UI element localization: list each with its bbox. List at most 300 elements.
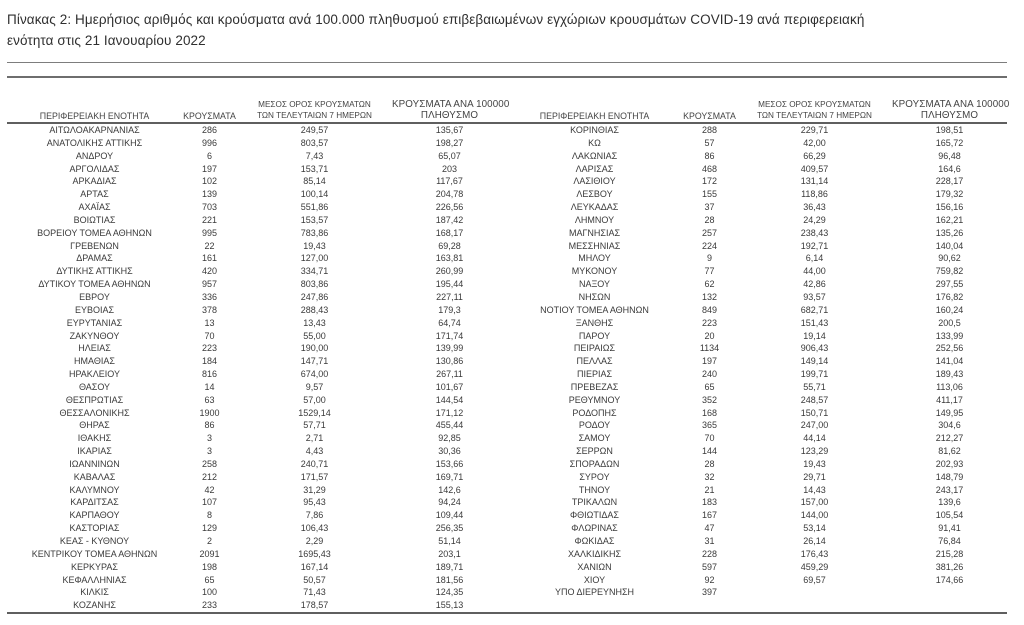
table-row <box>507 522 1007 535</box>
table-row <box>7 394 507 407</box>
table-row <box>507 175 1007 188</box>
cases-cell: 223 <box>201 343 218 354</box>
cases-cell: 240 <box>701 369 718 380</box>
avg7-cell: 57,00 <box>303 394 326 405</box>
per100k-cell: 179,32 <box>935 189 964 200</box>
table-row <box>507 265 1007 278</box>
region-cell: ΝΑΞΟΥ <box>578 279 611 290</box>
cases-cell: 129 <box>201 523 218 534</box>
region-cell: ΑΝΑΤΟΛΙΚΗΣ ΑΤΤΙΚΗΣ <box>46 137 143 148</box>
avg7-cell: 199,71 <box>800 369 829 380</box>
region-cell: ΝΗΣΩΝ <box>578 291 611 302</box>
avg7-cell: 192,71 <box>800 240 829 251</box>
region-cell: ΚΕΡΚΥΡΑΣ <box>71 561 118 572</box>
region-cell: ΛΑΣΙΘΙΟΥ <box>573 176 616 187</box>
avg7-cell: 118,86 <box>801 189 828 200</box>
header-avg7-line1: ΜΕΣΟΣ ΟΡΟΣ ΚΡΟΥΣΜΑΤΩΝ <box>258 100 371 109</box>
table-row <box>507 137 1007 150</box>
region-cell: ΠΡΕΒΕΖΑΣ <box>570 381 619 392</box>
region-cell: ΗΛΕΙΑΣ <box>78 343 111 354</box>
table-row <box>7 304 507 317</box>
table-header-row <box>7 78 510 124</box>
per100k-cell: 226,56 <box>435 202 464 213</box>
avg7-cell: 106,43 <box>300 523 329 534</box>
per100k-cell: 142,6 <box>438 484 461 495</box>
table-row <box>7 381 507 394</box>
table-row <box>7 432 507 445</box>
table-row <box>507 201 1007 214</box>
per100k-cell: 200,5 <box>938 317 961 328</box>
cases-cell: 233 <box>201 600 218 611</box>
region-cell: ΘΗΡΑΣ <box>79 420 110 431</box>
table-row <box>7 561 507 574</box>
region-cell: ΕΥΡΥΤΑΝΙΑΣ <box>66 317 123 328</box>
cases-cell: 167 <box>701 510 718 521</box>
table-row <box>507 188 1007 201</box>
per100k-cell: 215,28 <box>935 548 964 559</box>
cases-cell: 107 <box>201 497 218 508</box>
cases-cell: 288 <box>701 125 718 135</box>
table-row <box>507 586 1007 599</box>
avg7-cell: 53,14 <box>803 523 826 534</box>
region-cell: ΧΑΝΙΩΝ <box>577 561 612 572</box>
avg7-cell: 50,57 <box>303 574 326 585</box>
table-row <box>507 445 1007 458</box>
title-divider <box>7 62 1007 63</box>
region-cell: ΣΕΡΡΩΝ <box>576 446 613 457</box>
cases-cell: 257 <box>701 227 718 238</box>
region-cell: ΓΡΕΒΕΝΩΝ <box>70 240 119 251</box>
header-region: ΠΕΡΙΦΕΡΕΙΑΚΗ ΕΝΟΤΗΤΑ <box>39 110 150 121</box>
cases-cell: 172 <box>701 176 718 187</box>
region-cell: ΗΜΑΘΙΑΣ <box>74 356 115 367</box>
table-row <box>7 509 507 522</box>
per100k-cell: 164,6 <box>938 163 961 174</box>
avg7-cell: 85,14 <box>303 176 326 187</box>
avg7-cell: 171,57 <box>300 471 329 482</box>
table-row <box>7 265 507 278</box>
table-row <box>7 291 507 304</box>
region-cell: ΡΕΘΥΜΝΟΥ <box>568 394 621 405</box>
cases-cell: 1900 <box>199 407 220 418</box>
avg7-cell: 144,00 <box>800 510 829 521</box>
cases-cell: 22 <box>204 240 215 251</box>
per100k-cell: 227,11 <box>436 291 463 302</box>
per100k-cell: 139,6 <box>938 497 961 508</box>
table-title-line1: Πίνακας 2: Ημερήσιος αριθμός και κρούσματα ανά 100.000 πληθυσμού επιβεβαιωμένων εγχώριων κρουσμάτων COVID-19 ανά περιφερειακή <box>7 12 865 27</box>
region-cell: ΚΕΝΤΡΙΚΟΥ ΤΟΜΕΑ ΑΘΗΝΩΝ <box>31 548 158 559</box>
per100k-cell: 203 <box>441 163 458 174</box>
per100k-cell: 30,36 <box>438 446 461 457</box>
avg7-cell: 906,43 <box>800 343 829 354</box>
table-row <box>7 150 507 163</box>
avg7-cell: 55,71 <box>803 381 826 392</box>
cases-cell: 224 <box>701 240 718 251</box>
per100k-cell: 252,56 <box>935 343 964 354</box>
per100k-cell: 411,17 <box>936 394 963 405</box>
table-row <box>7 188 507 201</box>
header-per100k-line1: ΚΡΟΥΣΜΑΤΑ ΑΝΑ 100000 <box>892 99 1010 110</box>
per100k-cell: 133,99 <box>935 330 964 341</box>
table-row <box>7 599 507 612</box>
per100k-cell: 189,43 <box>935 369 964 380</box>
cases-cell: 365 <box>701 420 718 431</box>
per100k-cell: 140,04 <box>935 240 964 251</box>
cases-cell: 14 <box>204 381 215 392</box>
per100k-cell: 144,54 <box>435 394 464 405</box>
region-cell: ΚΕΦΑΛΛΗΝΙΑΣ <box>62 574 127 585</box>
avg7-cell: 157,00 <box>800 497 829 508</box>
per100k-cell: 256,35 <box>435 523 464 534</box>
table-row <box>7 240 507 253</box>
table-row <box>7 407 507 420</box>
per100k-cell: 179,3 <box>438 304 461 315</box>
per100k-cell: 228,17 <box>935 176 964 187</box>
region-cell: ΚΑΡΔΙΤΣΑΣ <box>70 497 119 508</box>
avg7-cell: 57,71 <box>303 420 326 431</box>
per100k-cell: 304,6 <box>938 420 961 431</box>
avg7-cell: 36,43 <box>803 202 826 213</box>
avg7-cell: 176,43 <box>800 548 829 559</box>
cases-cell: 132 <box>701 291 718 302</box>
region-cell: ΝΟΤΙΟΥ ΤΟΜΕΑ ΑΘΗΝΩΝ <box>540 304 649 315</box>
per100k-cell: 94,24 <box>438 497 461 508</box>
region-cell: ΑΡΓΟΛΙΔΑΣ <box>69 163 120 174</box>
region-cell: ΞΑΝΘΗΣ <box>575 317 614 328</box>
per100k-cell: 195,44 <box>435 279 464 290</box>
avg7-cell: 409,57 <box>800 163 829 174</box>
table-row <box>7 278 507 291</box>
avg7-cell: 147,71 <box>300 356 329 367</box>
table-row <box>7 471 507 484</box>
cases-cell: 28 <box>704 458 715 469</box>
region-cell: ΦΩΚΙΔΑΣ <box>574 536 615 546</box>
cases-cell: 47 <box>704 523 715 534</box>
avg7-cell: 14,43 <box>803 484 826 495</box>
table-row <box>507 214 1007 227</box>
region-cell: ΘΕΣΠΡΩΤΙΑΣ <box>65 394 124 405</box>
table-row <box>7 227 507 240</box>
cases-cell: 28 <box>704 214 715 225</box>
per100k-cell: 92,85 <box>438 433 461 444</box>
region-cell: ΗΡΑΚΛΕΙΟΥ <box>68 369 121 380</box>
per100k-cell: 162,21 <box>935 214 964 225</box>
region-cell: ΛΑΡΙΣΑΣ <box>575 163 614 174</box>
cases-cell: 13 <box>204 317 215 328</box>
cases-cell: 468 <box>701 163 718 174</box>
avg7-cell: 13,43 <box>303 317 326 328</box>
avg7-cell: 24,29 <box>803 214 826 225</box>
cases-cell: 212 <box>201 471 218 482</box>
table-row <box>507 330 1007 343</box>
avg7-cell: 178,57 <box>300 600 329 611</box>
cases-cell: 336 <box>201 291 218 302</box>
table-row <box>507 394 1007 407</box>
cases-cell: 139 <box>201 189 218 200</box>
region-cell: ΑΡΚΑΔΙΑΣ <box>72 176 117 187</box>
region-cell: ΚΟΖΑΝΗΣ <box>73 600 116 611</box>
table-row <box>507 227 1007 240</box>
avg7-cell: 2,29 <box>305 536 324 546</box>
region-cell: ΚΑΛΥΜΝΟΥ <box>69 484 120 495</box>
avg7-cell: 42,86 <box>803 279 826 290</box>
table-row <box>7 535 507 548</box>
avg7-cell: 55,00 <box>303 330 326 341</box>
table-row <box>7 522 507 535</box>
table-row <box>7 574 507 587</box>
per100k-cell: 105,54 <box>935 510 964 521</box>
table-row <box>507 381 1007 394</box>
region-cell: ΕΥΒΟΙΑΣ <box>74 304 115 315</box>
per100k-cell: 203,1 <box>438 548 461 559</box>
avg7-cell: 153,57 <box>300 214 329 225</box>
table-title <box>7 0 1007 51</box>
per100k-cell: 204,78 <box>435 189 464 200</box>
avg7-cell: 288,43 <box>300 304 329 315</box>
region-cell: ΙΘΑΚΗΣ <box>77 433 112 444</box>
region-cell: ΠΙΕΡΙΑΣ <box>576 369 613 380</box>
header-per100k-line1: ΚΡΟΥΣΜΑΤΑ ΑΝΑ 100000 <box>392 99 510 110</box>
region-cell: ΤΡΙΚΑΛΩΝ <box>571 497 618 508</box>
header-avg7 <box>737 100 892 121</box>
region-cell: ΔΥΤΙΚΟΥ ΤΟΜΕΑ ΑΘΗΝΩΝ <box>38 279 151 290</box>
region-cell: ΚΕΑΣ - ΚΥΘΝΟΥ <box>59 536 130 546</box>
avg7-cell: 131,14 <box>800 176 829 187</box>
avg7-cell: 551,86 <box>300 202 329 213</box>
per100k-cell: 267,11 <box>436 369 463 380</box>
per100k-cell: 168,17 <box>435 227 464 238</box>
per100k-cell: 189,71 <box>435 561 464 572</box>
per100k-cell: 165,72 <box>935 137 964 148</box>
avg7-cell: 803,86 <box>300 279 329 290</box>
region-cell: ΘΕΣΣΑΛΟΝΙΚΗΣ <box>59 407 130 418</box>
region-cell: ΙΚΑΡΙΑΣ <box>77 446 112 457</box>
per100k-cell: 176,82 <box>935 291 964 302</box>
avg7-cell: 9,57 <box>305 381 324 392</box>
cases-cell: 57 <box>704 137 715 148</box>
cases-cell: 161 <box>201 253 218 264</box>
cases-cell: 1134 <box>699 343 720 354</box>
table-row <box>7 201 507 214</box>
cases-cell: 155 <box>701 189 718 200</box>
table-row <box>7 586 507 599</box>
table-row <box>507 278 1007 291</box>
region-cell: ΧΙΟΥ <box>583 574 606 585</box>
cases-cell: 597 <box>701 561 718 572</box>
table-row <box>7 484 507 497</box>
per100k-cell: 51,14 <box>438 536 461 546</box>
cases-cell: 352 <box>701 394 718 405</box>
cases-cell: 144 <box>701 446 718 457</box>
region-cell: ΣΥΡΟΥ <box>579 471 610 482</box>
per100k-cell: 76,84 <box>938 536 961 546</box>
table-row <box>7 175 507 188</box>
table-bottom-border <box>7 612 1007 614</box>
cases-cell: 62 <box>704 279 715 290</box>
header-per100k <box>392 99 510 121</box>
avg7-cell: 4,43 <box>305 446 324 457</box>
table-row <box>7 445 507 458</box>
table-header-row <box>507 78 1010 124</box>
table-row <box>7 214 507 227</box>
header-region: ΠΕΡΙΦΕΡΕΙΑΚΗ ΕΝΟΤΗΤΑ <box>539 110 650 121</box>
avg7-cell: 123,29 <box>800 446 829 457</box>
table-right-half <box>507 78 1010 612</box>
avg7-cell: 153,71 <box>300 163 329 174</box>
per100k-cell: 135,67 <box>435 125 464 135</box>
per100k-cell: 171,74 <box>435 330 464 341</box>
table-body-left <box>7 124 507 612</box>
region-cell: ΣΠΟΡΑΔΩΝ <box>569 458 620 469</box>
avg7-cell: 229,71 <box>800 125 829 135</box>
avg7-cell: 2,71 <box>305 433 324 444</box>
per100k-cell: 171,12 <box>435 407 464 418</box>
region-cell: ΧΑΛΚΙΔΙΚΗΣ <box>567 548 622 559</box>
cases-cell: 995 <box>201 227 218 238</box>
cases-cell: 703 <box>201 202 218 213</box>
per100k-cell: 141,04 <box>935 356 964 367</box>
cases-cell: 3 <box>206 446 212 457</box>
region-cell: ΤΗΝΟΥ <box>578 484 611 495</box>
table-row <box>507 355 1007 368</box>
table-row <box>7 124 507 137</box>
avg7-cell: 249,57 <box>300 125 329 135</box>
table-row <box>7 342 507 355</box>
avg7-cell <box>737 586 892 599</box>
cases-cell: 86 <box>204 420 215 431</box>
table-row <box>507 368 1007 381</box>
region-cell: ΥΠΟ ΔΙΕΡΕΥΝΗΣΗ <box>554 587 635 598</box>
cases-cell: 184 <box>201 356 218 367</box>
avg7-cell: 42,00 <box>803 137 826 148</box>
per100k-cell: 155,13 <box>435 600 464 611</box>
cases-cell: 32 <box>704 471 715 482</box>
region-cell: ΕΒΡΟΥ <box>79 291 110 302</box>
table-row <box>7 137 507 150</box>
per100k-cell: 187,42 <box>435 214 464 225</box>
table-row <box>7 458 507 471</box>
per100k-cell: 65,07 <box>438 150 461 161</box>
table-row <box>507 471 1007 484</box>
cases-cell: 228 <box>701 548 718 559</box>
header-avg7-line2: ΤΩΝ ΤΕΛΕΥΤΑΙΩΝ 7 ΗΜΕΡΩΝ <box>257 110 372 120</box>
region-cell: ΒΟΡΕΙΟΥ ΤΟΜΕΑ ΑΘΗΝΩΝ <box>37 227 152 238</box>
per100k-cell: 202,93 <box>935 458 964 469</box>
avg7-cell: 31,29 <box>303 484 326 495</box>
cases-cell: 223 <box>701 317 718 328</box>
per100k-cell: 135,26 <box>935 227 964 238</box>
avg7-cell: 674,00 <box>300 369 329 380</box>
table-row <box>507 484 1007 497</box>
avg7-cell: 19,43 <box>303 240 326 251</box>
region-cell: ΠΕΛΛΑΣ <box>576 356 613 367</box>
cases-cell: 420 <box>201 266 218 277</box>
per100k-cell: 163,81 <box>435 253 464 264</box>
region-cell: ΦΛΩΡΙΝΑΣ <box>571 523 618 534</box>
per100k-cell: 212,27 <box>935 433 964 444</box>
cases-cell: 397 <box>701 587 718 598</box>
region-cell: ΚΑΒΑΛΑΣ <box>73 471 116 482</box>
table-row <box>507 496 1007 509</box>
cases-cell: 849 <box>701 304 718 315</box>
header-per100k-line2: ΠΛΗΘΥΣΜΟ <box>920 109 979 121</box>
cases-cell: 65 <box>204 574 215 585</box>
per100k-cell: 381,26 <box>935 561 964 572</box>
table-left-half <box>7 78 510 612</box>
avg7-cell: 66,29 <box>803 150 826 161</box>
avg7-cell: 238,43 <box>800 227 829 238</box>
region-cell: ΛΗΜΝΟΥ <box>574 214 615 225</box>
per100k-cell: 160,24 <box>935 304 964 315</box>
region-cell: ΛΕΣΒΟΥ <box>576 189 613 200</box>
per100k-cell: 124,35 <box>435 587 464 598</box>
region-cell: ΜΥΚΟΝΟΥ <box>571 266 618 277</box>
cases-cell: 70 <box>704 433 715 444</box>
per100k-cell: 109,44 <box>435 510 464 521</box>
region-cell: ΛΕΥΚΑΔΑΣ <box>570 202 619 213</box>
region-cell: ΔΥΤΙΚΗΣ ΑΤΤΙΚΗΣ <box>56 266 133 277</box>
cases-cell: 198 <box>201 561 218 572</box>
header-avg7 <box>237 100 392 121</box>
avg7-cell: 190,00 <box>300 343 329 354</box>
table-row <box>7 419 507 432</box>
region-cell: ΠΕΙΡΑΙΩΣ <box>573 343 616 354</box>
table-row <box>7 163 507 176</box>
cases-cell: 70 <box>204 330 215 341</box>
region-cell: ΦΘΙΩΤΙΔΑΣ <box>570 510 619 521</box>
avg7-cell: 71,43 <box>303 587 326 598</box>
region-cell: ΜΗΛΟΥ <box>578 253 611 264</box>
cases-cell: 996 <box>201 137 218 148</box>
table-row <box>507 535 1007 548</box>
header-cases: ΚΡΟΥΣΜΑΤΑ <box>683 110 736 121</box>
avg7-cell: 93,57 <box>803 291 826 302</box>
table-row <box>507 252 1007 265</box>
avg7-cell: 151,43 <box>800 317 829 328</box>
region-cell: ΚΟΡΙΝΘΙΑΣ <box>570 125 619 135</box>
avg7-cell: 803,57 <box>300 137 329 148</box>
table-row <box>507 509 1007 522</box>
per100k-cell: 130,86 <box>435 356 464 367</box>
per100k-cell: 243,17 <box>935 484 964 495</box>
avg7-cell: 69,57 <box>803 574 826 585</box>
region-cell: ΙΩΑΝΝΙΝΩΝ <box>69 458 120 469</box>
per100k-cell: 101,67 <box>435 381 464 392</box>
table-row <box>507 317 1007 330</box>
cases-cell: 183 <box>701 497 718 508</box>
per100k-cell: 113,06 <box>936 381 963 392</box>
table-row <box>507 124 1007 137</box>
cases-cell: 65 <box>704 381 715 392</box>
per100k-cell: 181,56 <box>435 574 464 585</box>
cases-cell: 2 <box>206 536 212 546</box>
region-cell: ΑΙΤΩΛΟΑΚΑΡΝΑΝΙΑΣ <box>49 125 140 135</box>
header-avg7-line1: ΜΕΣΟΣ ΟΡΟΣ ΚΡΟΥΣΜΑΤΩΝ <box>758 100 871 109</box>
table-title-line2: ενότητα στις 21 Ιανουαρίου 2022 <box>7 33 206 48</box>
region-cell: ΑΡΤΑΣ <box>80 189 109 200</box>
avg7-cell: 6,14 <box>805 253 824 264</box>
cases-cell: 102 <box>201 176 218 187</box>
table-row <box>507 407 1007 420</box>
per100k-cell: 260,99 <box>435 266 464 277</box>
avg7-cell: 248,57 <box>800 394 829 405</box>
cases-cell: 197 <box>201 163 218 174</box>
header-avg7-line2: ΤΩΝ ΤΕΛΕΥΤΑΙΩΝ 7 ΗΜΕΡΩΝ <box>757 110 872 120</box>
per100k-cell: 156,16 <box>935 202 964 213</box>
per100k-cell: 174,66 <box>935 574 964 585</box>
region-cell: ΑΧΑΪΑΣ <box>78 202 111 213</box>
avg7-cell: 127,00 <box>300 253 329 264</box>
